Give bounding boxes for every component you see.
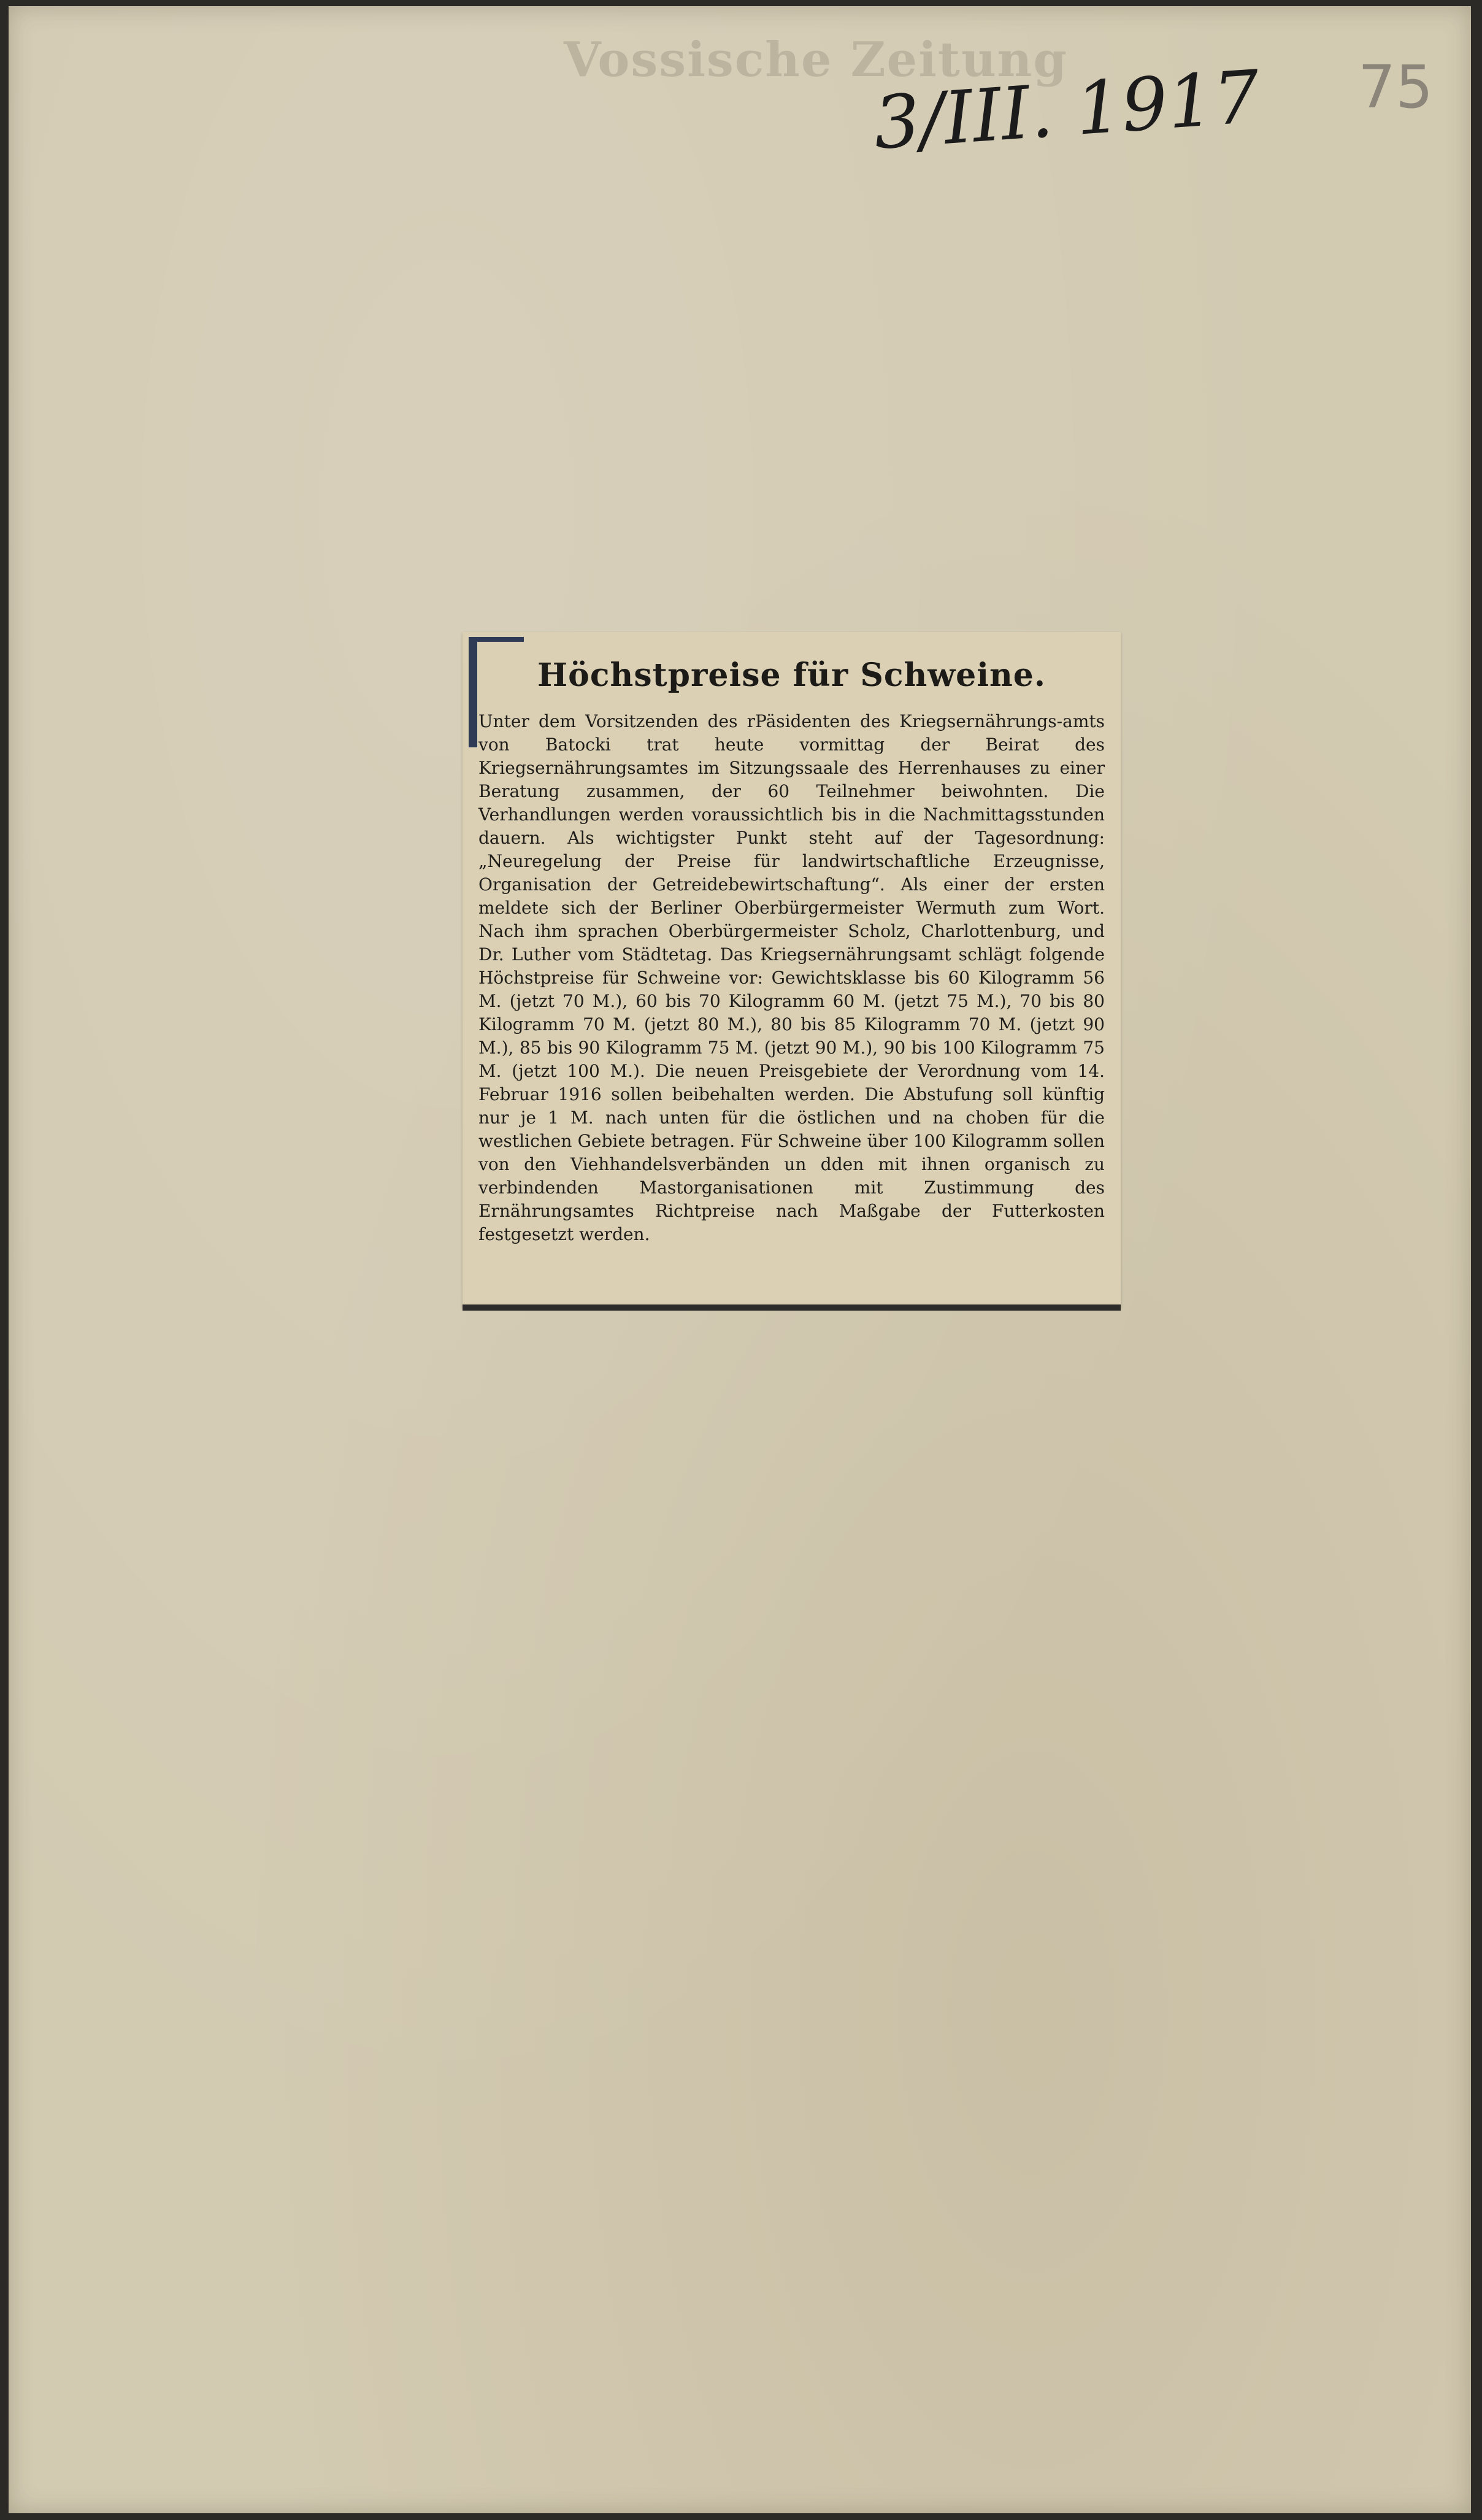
page-number: 75 [1358,53,1434,121]
clipping-edge-mark [469,637,477,747]
clipping-bottom-rule [463,1304,1121,1311]
newspaper-clipping [463,632,1121,1307]
handwritten-date: 3/III. 1917 [870,54,1263,166]
newspaper-stamp: Vossische Zeitung [564,32,1068,88]
clipping-headline: Höchstpreise für Schweine. [537,657,1046,694]
archive-sheet [9,6,1471,2513]
clipping-body: Unter dem Vorsitzenden des rPäsidenten des Kriegsernährungs-amts von Batocki trat heute vormittag der Beirat des Kriegsernährungsamtes im Sitzungssaale des Herrenhauses zu einer Beratung zusammen, der 60 Teilnehmer beiwohnten. Die Verhandlungen werden voraussichtlich bis in die Nachmittagsstunden dauern. Als wichtigster Punkt steht auf der Tagesordnung: „Neuregelung der Preise für landwirtschaftliche Erzeugnisse, Organisation der Getreidebewirtschaftung“. Als einer der ersten meldete sich der Berliner Oberbürgermeister Wermuth zum Wort. Nach ihm sprachen Oberbürgermeister Scholz, Charlottenburg, und Dr. Luther vom Städtetag. Das Kriegsernährungsamt schlägt folgende Höchstpreise für Schweine vor: Gewichtsklasse bis 60 Kilogramm 56 M. (jetzt 70 M.), 60 bis 70 Kilogramm 60 M. (jetzt 75 M.), 70 bis 80 Kilogramm 70 M. (jetzt 80 M.), 80 bis 85 Kilogramm 70 M. (jetzt 90 M.), 85 bis 90 Kilogramm 75 M. (jetzt 90 M.), 90 bis 100 Kilogramm 75 M. (jetzt 100 M.). Die neuen Preisgebiete der Verordnung vom 14. Februar 1916 sollen beibehalten werden. Die Abstufung soll künftig nur je 1 M. nach unten für die östlichen und na choben für die westlichen Gebiete betragen. Für Schweine über 100 Kilogramm sollen von den Viehhandelsverbänden un dden mit ihnen organisch zu verbindenden Mastorganisationen mit Zustimmung des Ernährungsamtes Richtpreise nach Maßgabe der Futterkosten festgesetzt werden. [478,711,1105,1244]
clipping-edge-mark-top [469,637,524,642]
